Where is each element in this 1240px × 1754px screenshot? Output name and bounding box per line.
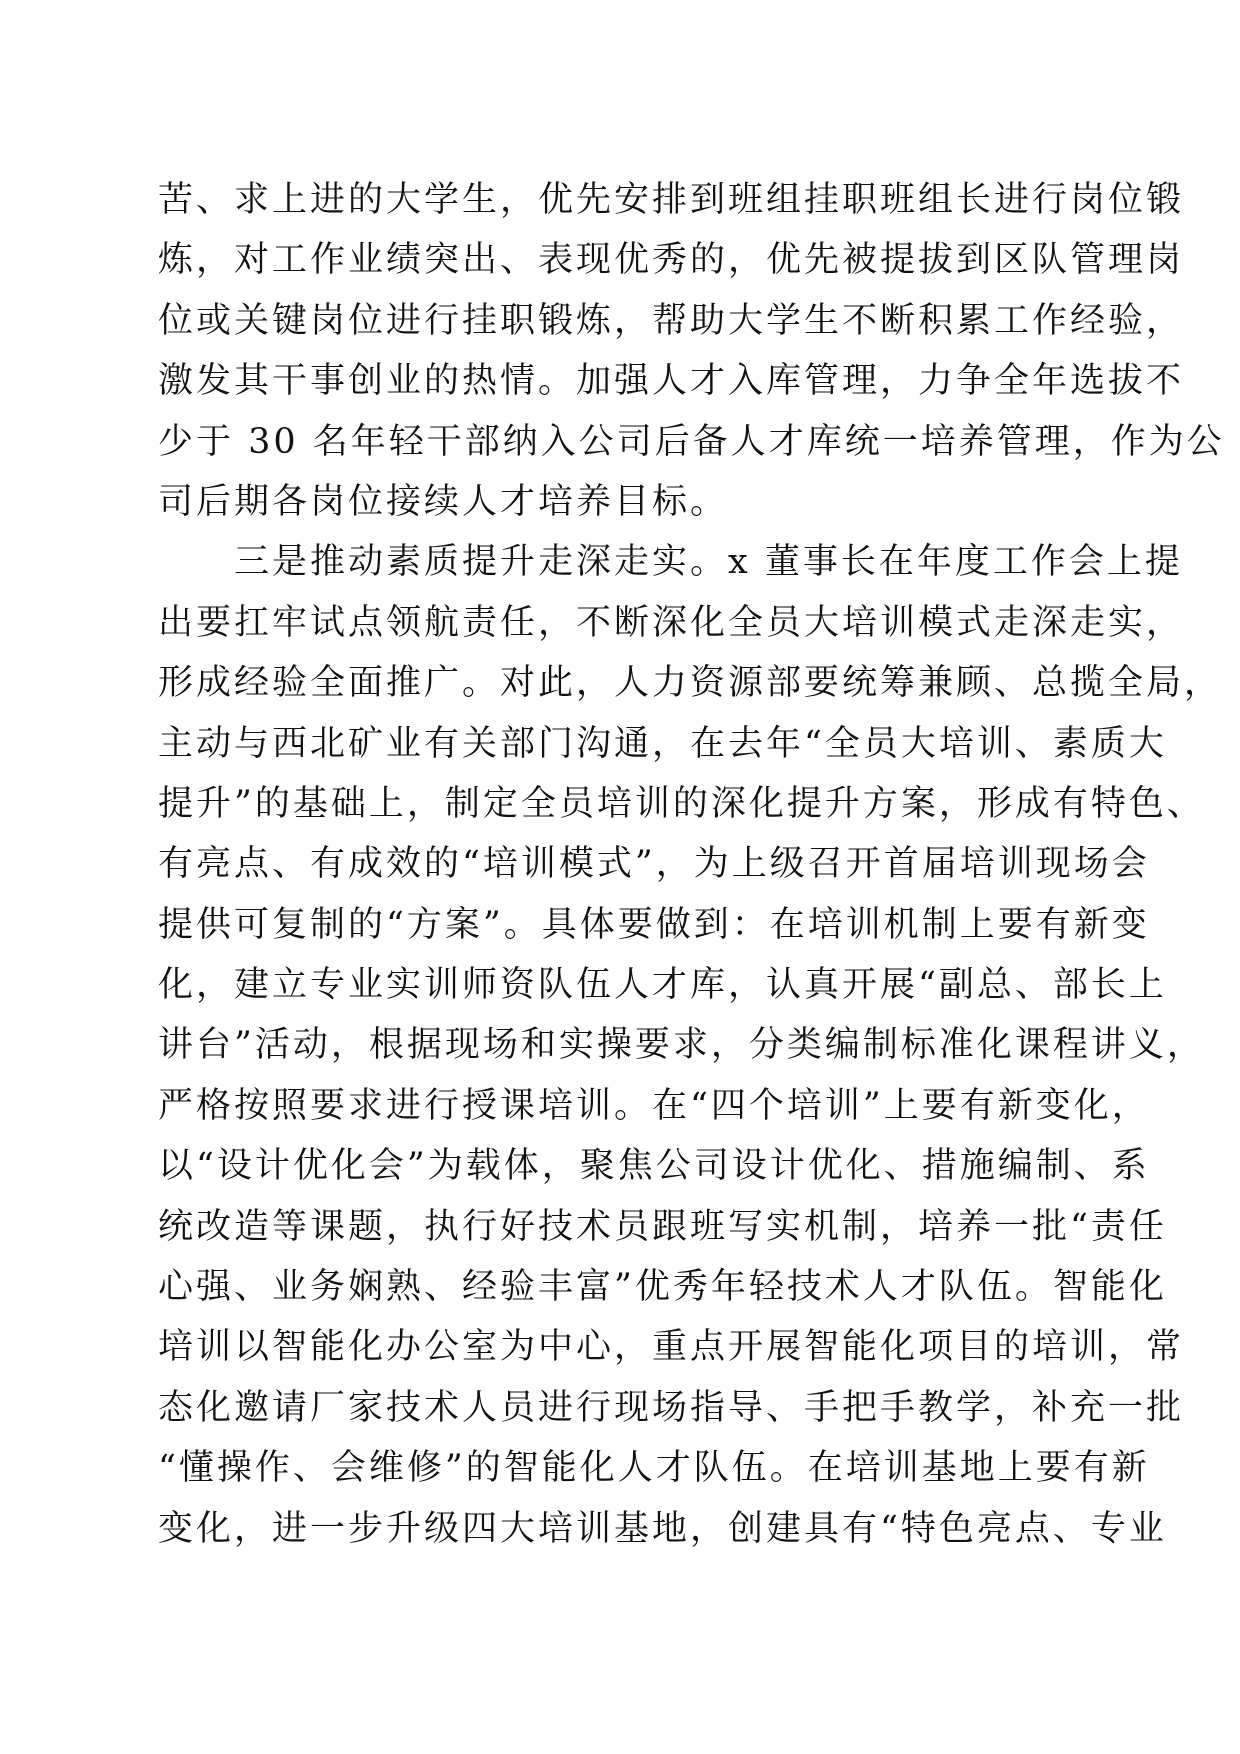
text-line: 提供可复制的“方案”。具体要做到：在培训机制上要有新变: [158, 904, 1150, 945]
text-line: 形成经验全面推广。对此，人力资源部要统筹兼顾、总揽全局，: [158, 663, 1223, 704]
text-line: 炼，对工作业绩突出、表现优秀的，优先被提拔到区队管理岗: [158, 240, 1185, 281]
text-line: 变化，进一步升级四大培训基地，创建具有“特色亮点、专业: [158, 1508, 1167, 1549]
text-line: 讲台”活动，根据现场和实操要求，分类编制标准化课程讲义，: [158, 1025, 1205, 1066]
text-line: 心强、业务娴熟、经验丰富”优秀年轻技术人才队伍。智能化: [158, 1267, 1167, 1308]
text-line: 化，建立专业实训师资队伍人才库，认真开展“副总、部长上: [158, 965, 1167, 1006]
text-line: 以“设计优化会”为载体，聚焦公司设计优化、措施编制、系: [158, 1146, 1150, 1187]
text-line: 出要扛牢试点领航责任，不断深化全员大培训模式走深走实，: [158, 602, 1185, 643]
text-line: 培训以智能化办公室为中心，重点开展智能化项目的培训，常: [158, 1327, 1185, 1368]
text-line: 少于 30 名年轻干部纳入公司后备人才库统一培养管理，作为公: [158, 421, 1225, 462]
body-text: [158, 170, 1225, 1559]
text-line: 有亮点、有成效的“培训模式”，为上级召开首届培训现场会: [158, 844, 1150, 885]
text-line: 司后期各岗位接续人才培养目标。: [158, 481, 729, 522]
text-line: 提升”的基础上，制定全员培训的深化提升方案，形成有特色、: [158, 783, 1205, 824]
text-line: 三是推动素质提升走深走实。x 董事长在年度工作会上提: [158, 542, 1183, 583]
text-line: 统改造等课题，执行好技术员跟班写实机制，培养一批“责任: [158, 1206, 1167, 1247]
text-line: “懂操作、会维修”的智能化人才队伍。在培训基地上要有新: [158, 1448, 1150, 1489]
text-line: 主动与西北矿业有关部门沟通，在去年“全员大培训、素质大: [158, 723, 1167, 764]
text-line: 激发其干事创业的热情。加强人才入库管理，力争全年选拔不: [158, 361, 1185, 402]
text-line: 严格按照要求进行授课培训。在“四个培训”上要有新变化，: [158, 1085, 1150, 1126]
text-line: 位或关键岗位进行挂职锻炼，帮助大学生不断积累工作经验，: [158, 300, 1185, 341]
text-line: 态化邀请厂家技术人员进行现场指导、手把手教学，补充一批: [158, 1387, 1185, 1428]
text-line: 苦、求上进的大学生，优先安排到班组挂职班组长进行岗位锻: [158, 180, 1185, 220]
